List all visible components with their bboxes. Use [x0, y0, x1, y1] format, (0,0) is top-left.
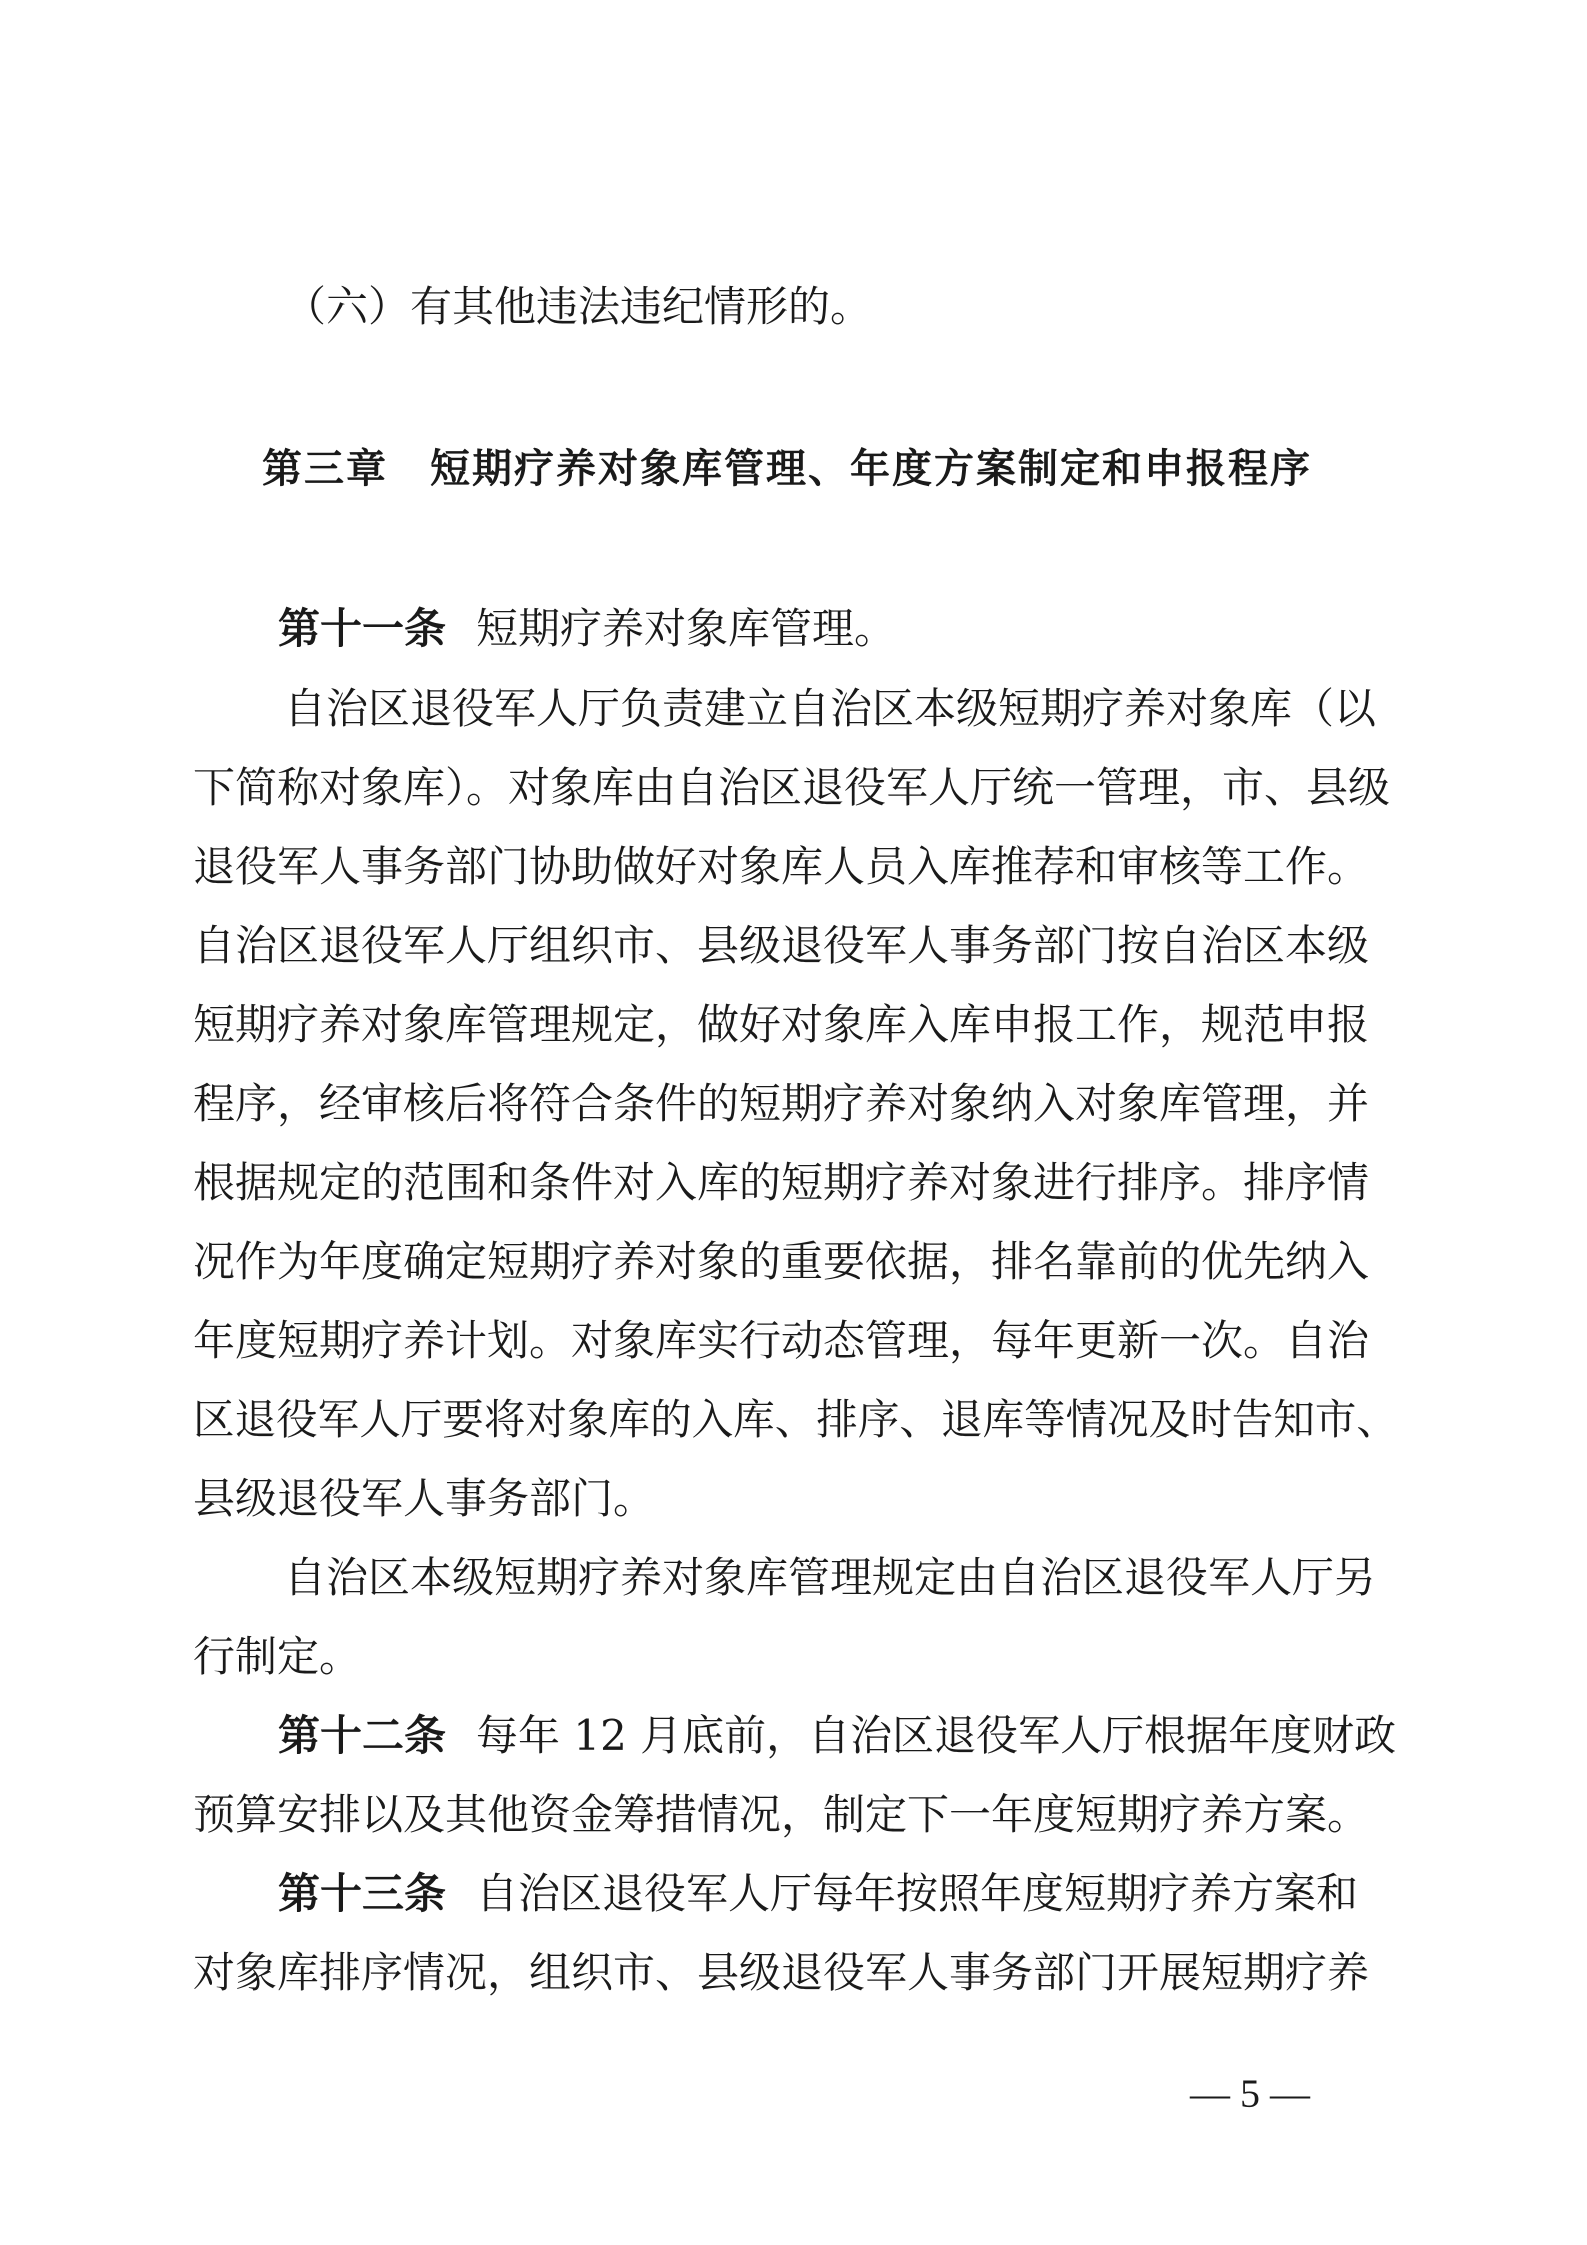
article-11-para1-line: 程序，经审核后将符合条件的短期疗养对象纳入对象库管理，并: [193, 1079, 1370, 1128]
article-11-title: 短期疗养对象库管理。: [476, 604, 897, 653]
article-11-para1-line: 况作为年度确定短期疗养对象的重要依据，排名靠前的优先纳入: [193, 1237, 1370, 1286]
article-11-para1-line: 自治区退役军人厅组织市、县级退役军人事务部门按自治区本级: [193, 921, 1370, 970]
item-6-text: （六）有其他违法违纪情形的。: [284, 282, 873, 331]
article-13-line: 对象库排序情况，组织市、县级退役军人事务部门开展短期疗养: [193, 1948, 1370, 1997]
article-12-line: 预算安排以及其他资金筹措情况，制定下一年度短期疗养方案。: [193, 1790, 1370, 1839]
chapter-heading: 第三章 短期疗养对象库管理、年度方案制定和申报程序: [262, 446, 1312, 492]
article-11-para1-line: 根据规定的范围和条件对入库的短期疗养对象进行排序。排序情: [193, 1158, 1370, 1207]
article-13-text: 自治区退役军人厅每年按照年度短期疗养方案和: [476, 1869, 1359, 1918]
article-11-label: 第十一条: [278, 604, 447, 653]
article-11-para1-line: 自治区退役军人厅负责建立自治区本级短期疗养对象库（以: [284, 684, 1377, 733]
article-12-heading-line: [278, 1711, 1397, 1760]
article-13-heading-line: [278, 1869, 1359, 1918]
article-11-para1-line: 短期疗养对象库管理规定，做好对象库入库申报工作，规范申报: [193, 1000, 1370, 1049]
page-number: — 5 —: [1190, 2071, 1310, 2116]
article-11-para1-line: 年度短期疗养计划。对象库实行动态管理，每年更新一次。自治: [193, 1316, 1370, 1365]
article-11-para1-line: 下简称对象库）。对象库由自治区退役军人厅统一管理，市、县级: [193, 763, 1391, 812]
article-12-label: 第十二条: [278, 1711, 447, 1760]
article-11-para2-line: 行制定。: [193, 1632, 362, 1681]
article-11-para1-line: 区退役军人厅要将对象库的入库、排序、退库等情况及时告知市、: [193, 1395, 1398, 1444]
article-13-label: 第十三条: [278, 1869, 447, 1918]
article-11-heading: [278, 604, 897, 653]
article-11-para2-line: 自治区本级短期疗养对象库管理规定由自治区退役军人厅另: [284, 1553, 1377, 1602]
article-12-text: 每年 12 月底前，自治区退役军人厅根据年度财政: [476, 1711, 1397, 1760]
article-11-para1-line: 退役军人事务部门协助做好对象库人员入库推荐和审核等工作。: [193, 842, 1370, 891]
article-11-para1-line: 县级退役军人事务部门。: [193, 1474, 656, 1523]
